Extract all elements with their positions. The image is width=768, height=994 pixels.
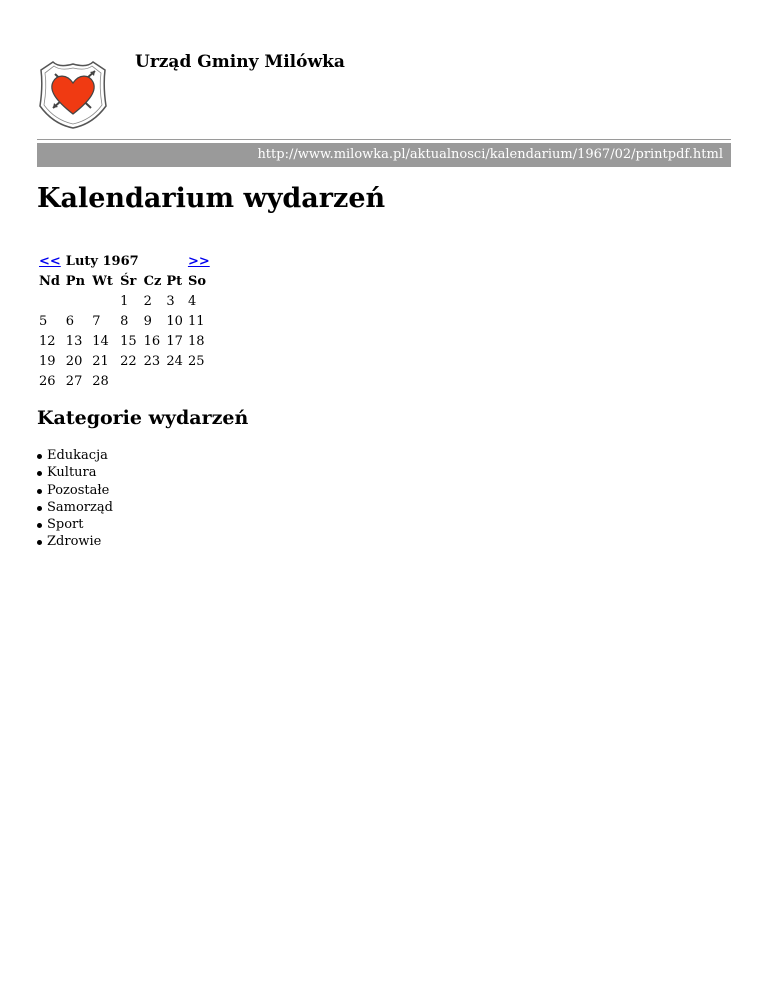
category-item-edukacja <box>37 447 113 464</box>
bullet-icon <box>37 523 42 528</box>
weekday-header: So <box>187 273 206 289</box>
calendar-spacer <box>142 251 185 271</box>
calendar-day <box>37 291 63 311</box>
calendar-day: 25 <box>187 353 205 369</box>
category-item-zdrowie <box>37 533 113 550</box>
page-url-bar: http://www.milowka.pl/aktualnosci/kalendarium/1967/02/printpdf.html <box>37 143 731 167</box>
calendar-day: 15 <box>120 333 137 349</box>
calendar-day: 14 <box>92 333 109 349</box>
weekday-header: Cz <box>143 273 162 289</box>
calendar-day: 6 <box>65 313 75 329</box>
calendar-weekday-row <box>37 271 212 291</box>
calendar-day: 26 <box>39 373 56 389</box>
calendar-table <box>36 251 213 391</box>
category-label: Pozostałe <box>47 482 110 498</box>
category-item-sport <box>37 516 113 533</box>
page-title: Kalendarium wydarzeń <box>37 183 386 214</box>
header-divider <box>37 139 731 140</box>
bullet-icon <box>37 471 42 476</box>
weekday-header: Śr <box>120 273 137 289</box>
calendar-day: 2 <box>143 293 152 309</box>
category-item-samorzad <box>37 499 113 516</box>
category-label: Sport <box>47 517 84 533</box>
weekday-header: Pn <box>65 273 86 289</box>
weekday-header: Wt <box>92 273 113 289</box>
bullet-icon <box>37 506 42 511</box>
calendar-day: 8 <box>120 313 129 329</box>
calendar-week-row <box>37 371 212 391</box>
weekday-header: Pt <box>166 273 183 289</box>
calendar-day: 9 <box>143 313 152 329</box>
calendar-day <box>90 291 117 311</box>
calendar-day: 1 <box>120 293 129 309</box>
calendar-day: 19 <box>39 353 56 369</box>
calendar-prev-cell <box>37 251 63 271</box>
calendar-day: 17 <box>166 333 183 349</box>
calendar-day: 4 <box>187 293 197 309</box>
calendar-day: 3 <box>166 293 175 309</box>
calendar-day: 10 <box>166 313 183 329</box>
calendar-day <box>64 291 89 311</box>
previous-month-link[interactable]: << <box>39 253 61 269</box>
calendar-day: 12 <box>39 333 56 349</box>
calendar-next-cell <box>186 251 212 271</box>
calendar-nav-row <box>37 251 212 271</box>
category-item-pozostale <box>37 482 113 499</box>
category-label: Kultura <box>47 465 97 481</box>
calendar-week-row <box>37 291 212 311</box>
calendar-month-label: Luty 1967 <box>65 253 139 269</box>
bullet-icon <box>37 454 42 459</box>
calendar-day: 20 <box>65 353 83 369</box>
category-label: Edukacja <box>47 448 108 463</box>
bullet-icon <box>37 540 42 545</box>
calendar-week-row <box>37 351 212 371</box>
bullet-icon <box>37 489 42 494</box>
calendar-week-row <box>37 331 212 351</box>
category-label: Zdrowie <box>47 534 102 550</box>
category-label: Samorząd <box>47 499 113 515</box>
next-month-link[interactable]: >> <box>187 253 210 269</box>
organization-name: Urząd Gminy Milówka <box>135 52 345 72</box>
calendar-day <box>164 371 185 391</box>
coat-of-arms-heart-icon <box>37 56 109 130</box>
calendar-day: 18 <box>187 333 205 349</box>
calendar-day: 22 <box>120 353 137 369</box>
calendar-day: 16 <box>143 333 161 349</box>
calendar-day: 5 <box>39 313 48 329</box>
calendar-day: 7 <box>92 313 101 329</box>
categories-title: Kategorie wydarzeń <box>37 407 249 429</box>
calendar-day <box>118 371 141 391</box>
category-item-kultura <box>37 464 113 481</box>
calendar-day: 11 <box>187 313 205 329</box>
calendar-day <box>142 371 164 391</box>
weekday-header: Nd <box>39 273 60 289</box>
calendar-day: 27 <box>65 373 83 389</box>
calendar-day: 28 <box>92 373 109 389</box>
calendar-day <box>186 371 212 391</box>
calendar-day: 23 <box>143 353 161 369</box>
header <box>37 0 731 140</box>
categories-list <box>37 447 113 551</box>
calendar-day: 13 <box>65 333 83 349</box>
calendar-day: 21 <box>92 353 109 369</box>
calendar-week-row <box>37 311 212 331</box>
calendar-day: 24 <box>166 353 183 369</box>
